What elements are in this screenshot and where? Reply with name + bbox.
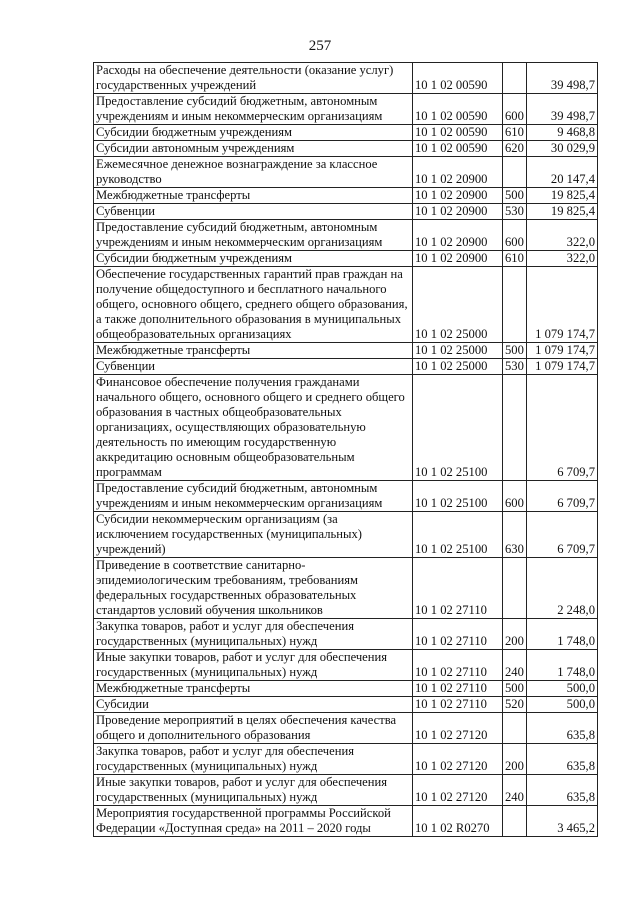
table-row	[94, 188, 598, 204]
amount-cell: 6 709,7	[527, 375, 598, 481]
target-article-code-cell: 10 1 02 00590	[413, 125, 503, 141]
expense-name-cell: Расходы на обеспечение деятельности (оказание услуг) государственных учреждений	[94, 63, 413, 94]
table-row	[94, 63, 598, 94]
table-row	[94, 697, 598, 713]
target-article-code-cell: 10 1 02 25100	[413, 481, 503, 512]
expense-name-cell: Межбюджетные трансферты	[94, 343, 413, 359]
amount-cell: 1 079 174,7	[527, 359, 598, 375]
expense-name-cell: Ежемесячное денежное вознаграждение за классное руководство	[94, 157, 413, 188]
expense-name-cell: Субсидии	[94, 697, 413, 713]
expense-name-cell: Межбюджетные трансферты	[94, 188, 413, 204]
amount-cell: 635,8	[527, 744, 598, 775]
target-article-code-cell: 10 1 02 27110	[413, 681, 503, 697]
amount-cell: 322,0	[527, 220, 598, 251]
expense-type-code-cell: 530	[503, 204, 527, 220]
expense-type-code-cell: 500	[503, 343, 527, 359]
table-row	[94, 744, 598, 775]
table-row	[94, 481, 598, 512]
expense-type-code-cell	[503, 157, 527, 188]
expense-name-cell: Предоставление субсидий бюджетным, автономным учреждениям и иным некоммерческим организациям	[94, 220, 413, 251]
expense-name-cell: Субсидии бюджетным учреждениям	[94, 251, 413, 267]
expense-name-cell: Субвенции	[94, 204, 413, 220]
amount-cell: 39 498,7	[527, 94, 598, 125]
amount-cell: 322,0	[527, 251, 598, 267]
table-row	[94, 806, 598, 837]
amount-cell: 30 029,9	[527, 141, 598, 157]
expense-name-cell: Мероприятия государственной программы Российской Федерации «Доступная среда» на 2011 – 2020 годы	[94, 806, 413, 837]
expense-type-code-cell: 240	[503, 650, 527, 681]
expense-type-code-cell	[503, 713, 527, 744]
amount-cell: 6 709,7	[527, 481, 598, 512]
amount-cell: 3 465,2	[527, 806, 598, 837]
table-row	[94, 343, 598, 359]
expense-type-code-cell	[503, 375, 527, 481]
expense-type-code-cell: 200	[503, 619, 527, 650]
expense-name-cell: Межбюджетные трансферты	[94, 681, 413, 697]
amount-cell: 19 825,4	[527, 188, 598, 204]
table-row	[94, 650, 598, 681]
table-row	[94, 359, 598, 375]
target-article-code-cell: 10 1 02 25100	[413, 375, 503, 481]
table-row	[94, 512, 598, 558]
expense-name-cell: Предоставление субсидий бюджетным, автономным учреждениям и иным некоммерческим организациям	[94, 94, 413, 125]
expense-type-code-cell: 530	[503, 359, 527, 375]
amount-cell: 1 079 174,7	[527, 267, 598, 343]
budget-table-body	[94, 63, 598, 837]
target-article-code-cell: 10 1 02 20900	[413, 188, 503, 204]
expense-name-cell: Предоставление субсидий бюджетным, автономным учреждениям и иным некоммерческим организациям	[94, 481, 413, 512]
expense-type-code-cell: 630	[503, 512, 527, 558]
expense-type-code-cell: 500	[503, 188, 527, 204]
expense-type-code-cell: 610	[503, 125, 527, 141]
table-row	[94, 251, 598, 267]
amount-cell: 635,8	[527, 775, 598, 806]
target-article-code-cell: 10 1 02 27110	[413, 697, 503, 713]
expense-type-code-cell: 200	[503, 744, 527, 775]
expense-name-cell: Субсидии автономным учреждениям	[94, 141, 413, 157]
expense-type-code-cell: 520	[503, 697, 527, 713]
amount-cell: 2 248,0	[527, 558, 598, 619]
amount-cell: 20 147,4	[527, 157, 598, 188]
target-article-code-cell: 10 1 02 27120	[413, 713, 503, 744]
expense-name-cell: Финансовое обеспечение получения гражданами начального общего, основного общего и среднего общего образования в частных общеобразовательных организациях, осуществляющих образовательную деятельность по имеющим государственную аккредитацию основным общеобразовательным программам	[94, 375, 413, 481]
expense-name-cell: Иные закупки товаров, работ и услуг для обеспечения государственных (муниципальных) нужд	[94, 775, 413, 806]
target-article-code-cell: 10 1 02 27110	[413, 619, 503, 650]
target-article-code-cell: 10 1 02 25000	[413, 343, 503, 359]
amount-cell: 500,0	[527, 681, 598, 697]
target-article-code-cell: 10 1 02 00590	[413, 94, 503, 125]
expense-name-cell: Субвенции	[94, 359, 413, 375]
table-row	[94, 157, 598, 188]
target-article-code-cell: 10 1 02 27120	[413, 775, 503, 806]
expense-name-cell: Иные закупки товаров, работ и услуг для обеспечения государственных (муниципальных) нужд	[94, 650, 413, 681]
expense-name-cell: Проведение мероприятий в целях обеспечения качества общего и дополнительного образования	[94, 713, 413, 744]
amount-cell: 1 079 174,7	[527, 343, 598, 359]
table-row	[94, 220, 598, 251]
amount-cell: 1 748,0	[527, 619, 598, 650]
expense-type-code-cell	[503, 806, 527, 837]
expense-type-code-cell	[503, 267, 527, 343]
expense-type-code-cell: 600	[503, 220, 527, 251]
expense-type-code-cell: 600	[503, 94, 527, 125]
table-row	[94, 204, 598, 220]
table-row	[94, 94, 598, 125]
budget-table	[93, 62, 598, 837]
amount-cell: 500,0	[527, 697, 598, 713]
table-row	[94, 558, 598, 619]
amount-cell: 1 748,0	[527, 650, 598, 681]
table-row	[94, 775, 598, 806]
target-article-code-cell: 10 1 02 R0270	[413, 806, 503, 837]
expense-type-code-cell	[503, 558, 527, 619]
amount-cell: 635,8	[527, 713, 598, 744]
target-article-code-cell: 10 1 02 27110	[413, 650, 503, 681]
expense-type-code-cell: 240	[503, 775, 527, 806]
expense-type-code-cell: 500	[503, 681, 527, 697]
expense-name-cell: Закупка товаров, работ и услуг для обеспечения государственных (муниципальных) нужд	[94, 744, 413, 775]
expense-name-cell: Обеспечение государственных гарантий прав граждан на получение общедоступного и бесплатного начального общего, основного общего, среднего общего образования, а также дополнительного образования в муниципальных общеобразовательных организациях	[94, 267, 413, 343]
target-article-code-cell: 10 1 02 00590	[413, 63, 503, 94]
target-article-code-cell: 10 1 02 20900	[413, 157, 503, 188]
expense-name-cell: Закупка товаров, работ и услуг для обеспечения государственных (муниципальных) нужд	[94, 619, 413, 650]
target-article-code-cell: 10 1 02 25000	[413, 359, 503, 375]
table-row	[94, 141, 598, 157]
page-number: 257	[308, 38, 332, 54]
table-row	[94, 619, 598, 650]
expense-type-code-cell	[503, 63, 527, 94]
expense-type-code-cell: 600	[503, 481, 527, 512]
target-article-code-cell: 10 1 02 27120	[413, 744, 503, 775]
target-article-code-cell: 10 1 02 00590	[413, 141, 503, 157]
amount-cell: 9 468,8	[527, 125, 598, 141]
table-row	[94, 125, 598, 141]
expense-name-cell: Субсидии некоммерческим организациям (за исключением государственных (муниципальных) учреждений)	[94, 512, 413, 558]
table-row	[94, 681, 598, 697]
target-article-code-cell: 10 1 02 25100	[413, 512, 503, 558]
amount-cell: 19 825,4	[527, 204, 598, 220]
expense-name-cell: Приведение в соответствие санитарно-эпидемиологическим требованиям, требованиям федеральных государственных образовательных стандартов условий обучения школьников	[94, 558, 413, 619]
target-article-code-cell: 10 1 02 27110	[413, 558, 503, 619]
target-article-code-cell: 10 1 02 20900	[413, 251, 503, 267]
amount-cell: 39 498,7	[527, 63, 598, 94]
table-row	[94, 267, 598, 343]
table-row	[94, 713, 598, 744]
expense-name-cell: Субсидии бюджетным учреждениям	[94, 125, 413, 141]
expense-type-code-cell: 620	[503, 141, 527, 157]
amount-cell: 6 709,7	[527, 512, 598, 558]
target-article-code-cell: 10 1 02 25000	[413, 267, 503, 343]
table-row	[94, 375, 598, 481]
target-article-code-cell: 10 1 02 20900	[413, 204, 503, 220]
expense-type-code-cell: 610	[503, 251, 527, 267]
target-article-code-cell: 10 1 02 20900	[413, 220, 503, 251]
